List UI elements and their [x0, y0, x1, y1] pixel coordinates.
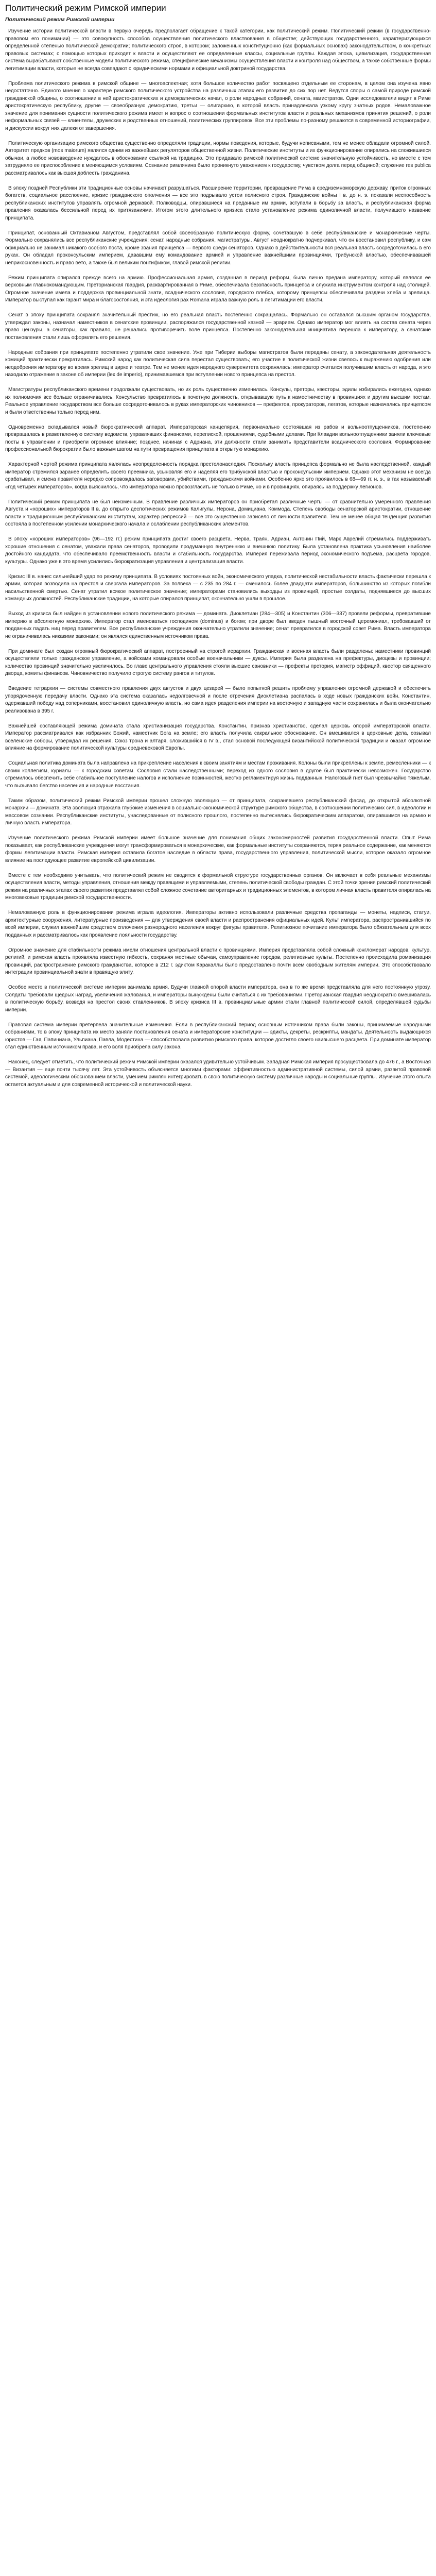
article-paragraph: Огромное значение для стабильности режима имели отношения центральной власти с провинциями. Империя представляла собой сложный конгломерат народов, культур, религий, и римская власть проявляла известную гибкость, сохраняя местные обычаи, самоуправление городов, религиозные культы. Постепенно происходила романизация провинций, распространение римского гражданства, которое в 212 г. эдиктом Каракаллы было предоставлено почти всем свободным жителям империи. Это способствовало интеграции провинциальной знати в правящую элиту. [5, 947, 431, 975]
article-paragraph: Политический режим принципата не был неизменным. В правление различных императоров он приобретал различные черты — от сравнительно умеренного правления Августа и «хороших» императоров II в. до открыто деспотических режимов Калигулы, Нерона, Домициана, Коммода. Степень свободы сенаторской аристократии, отношение власти к традиционным республиканским институтам, характер репрессий — все это существенно зависело от личности правителя. Тем не менее общая тенденция развития состояла в постепенном усилении монархического начала и ослаблении республиканских элементов. [5, 499, 431, 527]
article-paragraph: При доминате был создан огромный бюрократический аппарат, построенный на строгой иерархии. Гражданская и военная власть были разделены: наместники провинций осуществляли только гражданское управление, а войсками командовали особые военачальники — дуксы. Империя была разделена на префектуры, диоцезы и провинции; количество провинций значительно увеличилось. Во главе центрального управления стояли высшие сановники — префекты претория, магистр оффиций, квестор священного дворца, комиты финансов. Чиновничество получило строгую систему рангов и титулов. [5, 648, 431, 676]
article-paragraph: Кризис III в. нанес сильнейший удар по режиму принципата. В условиях постоянных войн, экономического упадка, политической нестабильности власть фактически перешла к армии, которая возводила на престол и свергала императоров. За полвека — с 235 по 284 г. — сменилось более двадцати императоров, большинство из которых погибли насильственной смертью. Сенат утратил всякое политическое значение; императорами становились выходцы из провинций, простые солдаты, поднявшиеся до высших командных должностей. Республиканские традиции, на которые опирался принципат, окончательно ушли в прошлое. [5, 573, 431, 602]
article-title: Политический режим Римской империи [5, 3, 166, 13]
article-paragraph: Правовая система империи претерпела значительные изменения. Если в республиканский период основным источником права были законы, принимаемые народными собраниями, то в эпоху принципата их место заняли постановления сената и императорские конституции — эдикты, декреты, рескрипты, мандаты. Деятельность выдающихся юристов — Гая, Папиниана, Ульпиана, Павла, Модестина — способствовала развитию римского права, которое достигло своего наивысшего расцвета. При доминате император стал единственным источником права, и его воля приобрела силу закона. [5, 1022, 431, 1050]
article-body [5, 28, 431, 1089]
article-subtitle: Политический режим Римской империи [5, 16, 115, 23]
article-paragraph: В эпоху поздней Республики эти традиционные основы начинают разрушаться. Расширение территории, превращение Рима в средиземноморскую державу, приток огромных богатств, социальное расслоение, кризис гражданского ополчения — все это подрывало устои полисного строя. Гражданские войны I в. до н. э. показали неспособность республиканских институтов управлять огромной державой. Полководцы, опиравшиеся на преданные им армии, вступали в борьбу за власть, и республиканская форма правления оказалась бессильной перед их притязаниями. Итогом этого длительного кризиса стало установление режима единоличной власти, получившего название принципата. [5, 185, 431, 221]
article-paragraph: Изучение политического режима Римской империи имеет большое значение для понимания общих закономерностей развития государственной власти. Опыт Рима показывает, как республиканские учреждения могут трансформироваться в монархические, как формальные институты сохраняются, теряя реальное содержание, как меняются формы легитимации власти. Римская империя оставила богатое наследие в области права, государственного управления, политической мысли, которое оказало огромное влияние на последующее развитие европейской цивилизации. [5, 835, 431, 863]
article-paragraph: Магистратуры республиканского времени продолжали существовать, но их роль существенно изменилась. Консулы, преторы, квесторы, эдилы избирались ежегодно, однако их полномочия все больше ограничивались. Консульство превратилось в почетную должность, открывавшую путь к наместничеству в провинциях и другим высшим постам. Реальное управление государством все больше сосредоточивалось в руках императорских чиновников — префектов, прокураторов, легатов, которые назначались принцепсом и были ответственны только перед ним. [5, 387, 431, 415]
article-paragraph: Сенат в эпоху принципата сохранял значительный престиж, но его реальная власть постепенно сокращалась. Формально он оставался высшим органом государства, утверждал законы, назначал наместников в сенатские провинции, распоряжался государственной казной — эрарием. Однако император мог влиять на состав сената через право цензуры, а сенаторы, как правило, не решались противоречить воле принцепса. Постепенно законодательная инициатива перешла к императору, а сенатские постановления стали лишь оформлять его решения. [5, 312, 431, 341]
article-paragraph: Наконец, следует отметить, что политический режим Римской империи оказался удивительно устойчивым. Западная Римская империя просуществовала до 476 г., а Восточная — Византия — еще почти тысячу лет. Эта устойчивость объясняется многими факторами: эффективностью административной системы, силой армии, развитой правовой системой, идеологическим обоснованием власти, умением римлян интегрировать в свою политическую систему различные народы и социальные группы. Изучение этого опыта остается актуальным и для современной исторической и политической науки. [5, 1059, 431, 1088]
article-paragraph: Политическую организацию римского общества существенно определяли традиции, нормы поведения, которые, будучи неписаными, тем не менее обладали огромной силой. Авторитет предков (mos maiorum) являлся одним из важнейших регуляторов общественной жизни. Политические институты и их функционирование опирались на сложившиеся обычаи, а любое нововведение нуждалось в обосновании ссылкой на традицию. Это придавало римской политической системе значительную устойчивость, но вместе с тем затрудняло ее приспособление к меняющимся условиям. Сознание римлянина было проникнуто уважением к государству, чувством долга перед общиной; служение res publica рассматривалось как высшая доблесть гражданина. [5, 140, 431, 176]
article-paragraph: Выход из кризиса был найден в установлении нового политического режима — домината. Диоклетиан (284—305) и Константин (306—337) провели реформы, превратившие империю в абсолютную монархию. Император стал именоваться господином (dominus) и богом; при дворе был введен пышный восточный церемониал, требовавший от подданных падать ниц перед правителем. Все республиканские учреждения окончательно утратили значение; сенат превратился в городской совет Рима. Власть императора не ограничивалась никакими законами; он являлся единственным источником права. [5, 611, 431, 639]
article-paragraph: Важнейшей составляющей режима домината стала христианизация государства. Константин, признав христианство, сделал церковь опорой императорской власти. Император рассматривался как избранник Божий, наместник Бога на земле; его власть получила сакральное обоснование. Он вмешивался в церковные дела, созывал вселенские соборы, утверждал их решения. Союз трона и алтаря, сложившийся в IV в., стал основой последующей византийской политической традиции и оказал огромное влияние на формирование политической культуры средневековой Европы. [5, 723, 431, 751]
article-paragraph: Немаловажную роль в функционировании режима играла идеология. Императоры активно использовали различные средства пропаганды — монеты, надписи, статуи, архитектурные сооружения, литературные произведения — для утверждения своей власти и распространения официальных идей. Культ императора, распространившийся по всей империи, служил важнейшим средством сплочения разнородного населения вокруг фигуры правителя. Религиозное почитание императора было обязательным для всех подданных и рассматривалось как проявление лояльности государству. [5, 910, 431, 938]
article-paragraph: В эпоху «хороших императоров» (96—192 гг.) режим принципата достиг своего расцвета. Нерва, Траян, Адриан, Антонин Пий, Марк Аврелий стремились поддерживать хорошие отношения с сенатом, уважали права сенаторов, проводили продуманную внутреннюю и внешнюю политику. Была установлена практика усыновления наиболее достойного кандидата, что обеспечивало преемственность власти и стабильность государства. Империя переживала период экономического подъема, расцвета городов, культуры. Однако уже в это время усилились бюрократизация управления и централизация власти. [5, 536, 431, 565]
article-paragraph: Введение тетрархии — системы совместного правления двух августов и двух цезарей — было попыткой решить проблему управления огромной державой и обеспечить упорядоченную передачу власти. Однако эта система оказалась недолговечной и после отречения Диоклетиана распалась в ходе новых гражданских войн. Константин, одержавший победу над соперниками, восстановил единоличную власть, но сама идея разделения империи на восточную и западную части сохранилась и была окончательно реализована в 395 г. [5, 686, 431, 714]
article-paragraph: Социальная политика домината была направлена на прикрепление населения к своим занятиям и местам проживания. Колоны были прикреплены к земле, ремесленники — к своим коллегиям, куриалы — к городским советам. Сословия стали наследственными; переход из одного сословия в другое был практически невозможен. Государство стремилось обеспечить себе стабильное поступление налогов и исполнение повинностей, жестко регламентируя жизнь подданных. Налоговый гнет был чрезвычайно тяжелым, что вызывало бегство населения и народные восстания. [5, 760, 431, 789]
article-paragraph: Характерной чертой режима принципата являлась неопределенность порядка престолонаследия. Поскольку власть принцепса формально не была наследственной, каждый император стремился заранее определить своего преемника, усыновляя его и наделяя его трибунской властью и проконсульским империем. Однако этот механизм не всегда срабатывал, и смена правителя нередко сопровождалась заговорами, убийствами, гражданскими войнами. Особенно ярко это проявилось в 68—69 гг. н. э., в так называемый «год четырех императоров», когда выяснилось, что императора можно провозгласить не только в Риме, но и в провинциях, опираясь на поддержку легионов. [5, 462, 431, 490]
article [0, 0, 436, 1107]
article-paragraph: Режим принципата опирался прежде всего на армию. Профессиональная армия, созданная в период реформ, была лично предана императору, который являлся ее верховным главнокомандующим. Преторианская гвардия, расквартированная в Риме, обеспечивала безопасность принцепса и служила инструментом контроля над столицей. Огромное значение имела и поддержка провинциальной знати, всаднического сословия, городского плебса, которому принцепсы обеспечивали раздачи хлеба и зрелища. Император выступал как гарант мира и благосостояния, и эта идеология pax Romana играла важную роль в легитимации его власти. [5, 275, 431, 303]
article-paragraph: Проблема политического режима в римской общине — многоаспектная; хотя большое количество работ посвящено отдельным ее сторонам, в целом она изучена явно недостаточно. Единого мнения о характере римского политического устройства на различных этапах его развития до сих пор нет. Ведутся споры о самой природе римской гражданской общины, о соотношении в ней аристократических и демократических начал, о роли народных собраний, сената, магистратов. Одни исследователи видят в Риме аристократическую республику, другие — своеобразную демократию, третьи — олигархию, в которой власть принадлежала узкому кругу знатных родов. Немаловажное значение для понимания сущности политического режима имеет и вопрос о соотношении формальных институтов власти и реальных механизмов принятия решений, о роли неформальных связей — клиентелы, дружеских и родственных отношений, политических группировок. Все эти проблемы по-разному решаются в современной историографии, и дискуссии вокруг них далеки от завершения. [5, 80, 431, 131]
article-paragraph: Принципат, основанный Октавианом Августом, представлял собой своеобразную политическую форму, сочетавшую в себе республиканские и монархические черты. Формально сохранялись все республиканские учреждения: сенат, народные собрания, магистратуры. Август неоднократно подчеркивал, что он восстановил республику, и сам официально не занимал никакого особого поста, кроме звания принцепса — первого среди сенаторов. Однако в действительности вся реальная власть сосредоточилась в его руках. Он обладал проконсульским империем, дававшим ему командование армией и управление важнейшими провинциями, трибунской властью, обеспечивавшей неприкосновенность и право вето, а также был великим понтификом, главой римской религии. [5, 230, 431, 266]
article-paragraph: Вместе с тем необходимо учитывать, что политический режим не сводится к формальной структуре государственных органов. Он включает в себя реальные механизмы осуществления власти, методы управления, отношения между правящими и управляемыми, степень политической свободы граждан. С этой точки зрения римский политический режим на различных этапах своего развития представлял собой сложное сочетание авторитарных и традиционных элементов, в котором личная власть правителя опиралась на многовековые традиции римской государственности. [5, 872, 431, 901]
article-paragraph: Особое место в политической системе империи занимала армия. Будучи главной опорой власти императора, она в то же время представляла для него постоянную угрозу. Солдаты требовали щедрых наград, увеличения жалованья, и императоры вынуждены были считаться с их требованиями. Преторианская гвардия неоднократно вмешивалась в политическую борьбу, возводя на престол своих ставленников. В эпоху кризиса III в. провинциальные армии стали главной политической силой, определявшей судьбы империи. [5, 985, 431, 1013]
article-paragraph: Народные собрания при принципате постепенно утратили свое значение. Уже при Тиберии выборы магистратов были переданы сенату, а законодательная деятельность комиций практически прекратилась. Римский народ как политическая сила перестал существовать; его участие в политической жизни свелось к выражению одобрения или неодобрения императору во время зрелищ в цирке и театре. Тем не менее идея народного суверенитета сохранялась: император считался получившим власть от народа, и это находило отражение в законе об империи (lex de imperio), принимавшемся при вступлении нового принцепса на престол. [5, 349, 431, 378]
article-paragraph: Одновременно складывался новый бюрократический аппарат. Императорская канцелярия, первоначально состоявшая из рабов и вольноотпущенников, постепенно превращалась в разветвленную систему ведомств, управлявших финансами, перепиской, прошениями, судебными делами. При Клавдии вольноотпущенники заняли ключевые посты в управлении и приобрели огромное влияние; позднее, начиная с Адриана, эти должности стали занимать представители всаднического сословия. Формирование профессиональной бюрократии было важным шагом на пути превращения принципата в открытую монархию. [5, 424, 431, 452]
article-paragraph: Таким образом, политический режим Римской империи прошел сложную эволюцию — от принципата, сохранявшего республиканский фасад, до открытой абсолютной монархии — домината. Эта эволюция отражала глубокие изменения в социально-экономической структуре римского общества, в соотношении политических сил, в идеологии и массовом сознании. Республиканские институты, унаследованные от полисного прошлого, постепенно вытеснялись бюрократическим аппаратом, опиравшимся на армию и личную власть императора. [5, 798, 431, 826]
article-paragraph: Изучение истории политической власти в первую очередь предполагает обращение к такой категории, как политический режим. Политический режим (в государственно-правовом его понимании) — это совокупность способов осуществления политического властвования в обществе; действующих государственного, характеризующихся определенной степенью политической демократии; политического строя, в котором; заложенных конституционно (как формальных основах) законодательством, в конкретных правовых системах; с помощью которых приходят к власти и осуществляют ее определенные классы, социальные группы. Каждая эпоха, цивилизация, государственная система вырабатывают собственные модели политического режима, специфические механизмы осуществления власти и контроля над обществом, а также собственные формы легитимации власти, которые не всегда совпадают с юридическими нормами и официальной доктриной государства. [5, 28, 431, 72]
